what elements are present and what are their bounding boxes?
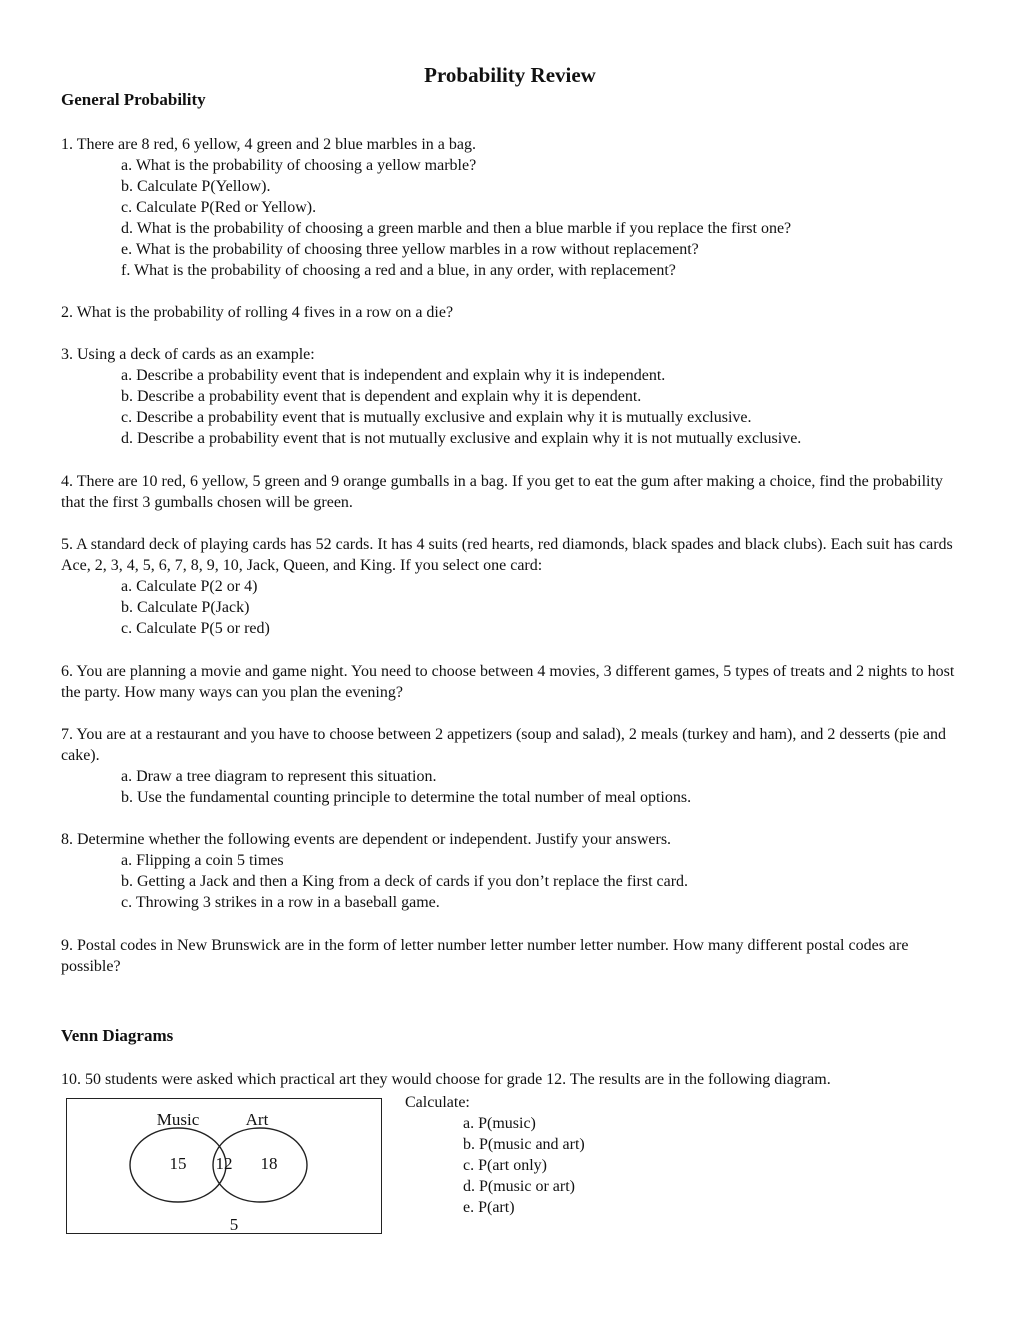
question-6-stem: 6. You are planning a movie and game night. You need to choose between 4 movies, 3 different games, 5 types of treats and 2 nights to host the party. How many ways can you plan the evening? [61, 663, 955, 701]
question-8-part-b: b. Getting a Jack and then a King from a deck of cards if you don’t replace the first card. [121, 873, 689, 890]
question-10-part-a: a. P(music) [463, 1115, 536, 1132]
question-10-part-c: c. P(art only) [463, 1157, 547, 1174]
question-1-part-a: a. What is the probability of choosing a yellow marble? [121, 157, 477, 174]
question-3-part-a: a. Describe a probability event that is independent and explain why it is independent. [121, 367, 666, 384]
venn-value-outside: 5 [229, 1215, 239, 1234]
question-1-stem: 1. There are 8 red, 6 yellow, 4 green and 2 blue marbles in a bag. [61, 136, 476, 153]
venn-diagram-drawing [67, 1099, 383, 1235]
section-heading-venn-diagrams: Venn Diagrams [61, 1026, 174, 1045]
question-7-part-b: b. Use the fundamental counting principle to determine the total number of meal options. [121, 789, 692, 806]
question-5-part-a: a. Calculate P(2 or 4) [121, 578, 258, 595]
question-10-calculate-label: Calculate: [405, 1094, 470, 1111]
question-3 [61, 344, 966, 449]
question-3-part-b: b. Describe a probability event that is dependent and explain why it is dependent. [121, 388, 642, 405]
question-5-part-b: b. Calculate P(Jack) [121, 599, 250, 616]
question-10-calculate-list [405, 1092, 585, 1218]
question-10-part-e: e. P(art) [463, 1199, 515, 1216]
question-1 [61, 134, 966, 281]
question-8-part-c: c. Throwing 3 strikes in a row in a baseball game. [121, 894, 440, 911]
question-1-part-b: b. Calculate P(Yellow). [121, 178, 271, 195]
question-8 [61, 829, 966, 913]
question-5-part-c: c. Calculate P(5 or red) [121, 620, 270, 637]
page-title: Probability Review [424, 63, 596, 87]
venn-value-art-only: 18 [260, 1154, 278, 1173]
question-3-part-c: c. Describe a probability event that is mutually exclusive and explain why it is mutually exclusive. [121, 409, 752, 426]
question-1-part-e: e. What is the probability of choosing three yellow marbles in a row without replacement? [121, 241, 699, 258]
question-4 [61, 471, 966, 513]
question-9-stem: 9. Postal codes in New Brunswick are in the form of letter number letter number letter number. How many different postal codes are possible? [61, 937, 909, 975]
question-4-stem: 4. There are 10 red, 6 yellow, 5 green and 9 orange gumballs in a bag. If you get to eat the gum after making a choice, find the probability that the first 3 gumballs chosen will be green. [61, 473, 943, 511]
venn-value-music-only: 15 [169, 1154, 187, 1173]
venn-value-both: 12 [215, 1154, 233, 1173]
question-10-part-b: b. P(music and art) [463, 1136, 585, 1153]
question-7-part-a: a. Draw a tree diagram to represent this situation. [121, 768, 437, 785]
question-2 [61, 302, 966, 323]
question-9 [61, 935, 966, 977]
question-1-part-f: f. What is the probability of choosing a red and a blue, in any order, with replacement? [121, 262, 676, 279]
question-1-part-d: d. What is the probability of choosing a green marble and then a blue marble if you replace the first one? [121, 220, 792, 237]
question-2-stem: 2. What is the probability of rolling 4 fives in a row on a die? [61, 304, 454, 321]
question-10-part-d: d. P(music or art) [463, 1178, 575, 1195]
question-8-part-a: a. Flipping a coin 5 times [121, 852, 284, 869]
venn-diagram [66, 1098, 382, 1234]
question-3-stem: 3. Using a deck of cards as an example: [61, 346, 315, 363]
venn-label-art: Art [245, 1110, 269, 1129]
question-3-part-d: d. Describe a probability event that is not mutually exclusive and explain why it is not mutually exclusive. [121, 430, 802, 447]
question-8-stem: 8. Determine whether the following events are dependent or independent. Justify your answers. [61, 831, 672, 848]
question-5-stem: 5. A standard deck of playing cards has 52 cards. It has 4 suits (red hearts, red diamonds, black spades and black clubs). Each suit has cards Ace, 2, 3, 4, 5, 6, 7, 8, 9, 10, Jack, Queen, and King. If you select one card: [61, 536, 953, 574]
question-7-stem: 7. You are at a restaurant and you have to choose between 2 appetizers (soup and salad), 2 meals (turkey and ham), and 2 desserts (pie and cake). [61, 726, 947, 764]
question-1-part-c: c. Calculate P(Red or Yellow). [121, 199, 317, 216]
question-7 [61, 724, 966, 808]
section-heading-general-probability: General Probability [61, 90, 206, 109]
question-6 [61, 661, 966, 703]
question-10-stem: 10. 50 students were asked which practical art they would choose for grade 12. The results are in the following diagram. [61, 1071, 831, 1088]
question-5 [61, 534, 966, 639]
venn-label-music: Music [156, 1110, 200, 1129]
